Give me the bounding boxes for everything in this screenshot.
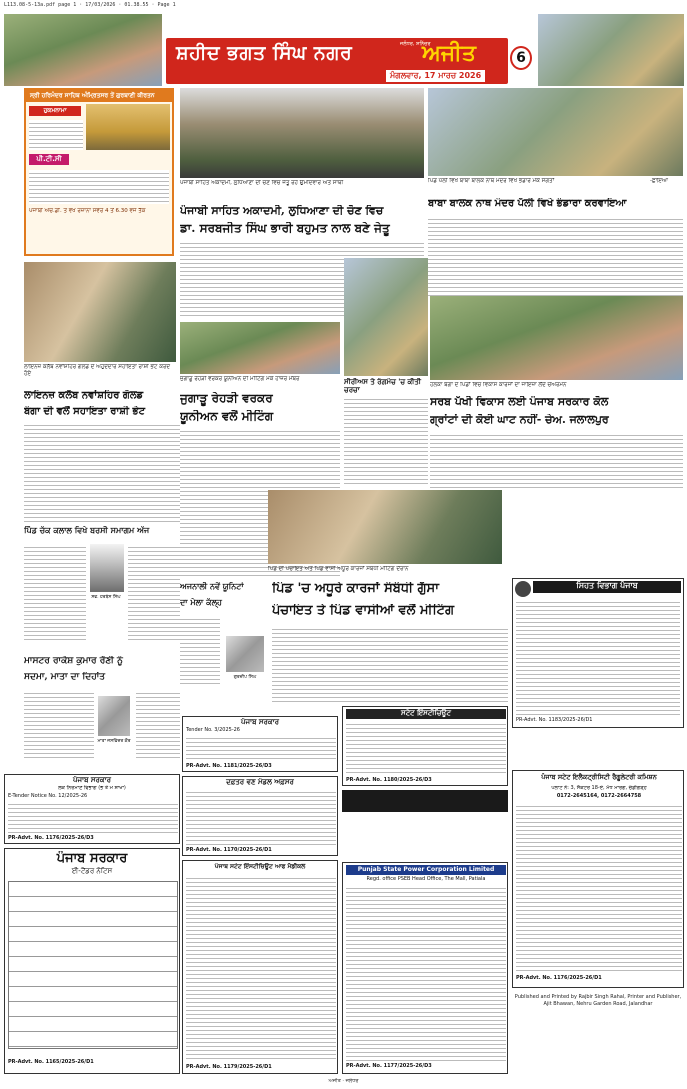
ajnali-body [180, 616, 220, 686]
punjab-sarkar-table [8, 881, 178, 1049]
hospital-footer: PR-Advt. No. 1179/2025-26/D1 [186, 1064, 272, 1070]
masthead-photo-right [538, 14, 684, 86]
jobs-ad [342, 706, 508, 786]
vikas-headline-1: ਸਰਬ ਪੱਖੀ ਵਿਕਾਸ ਲਈ ਪੰਜਾਬ ਸਰਕਾਰ ਕੋਲ [430, 396, 609, 408]
promo-badge: ਹੁਕਮਨਾਮਾ [29, 106, 81, 116]
vikas-body [430, 432, 683, 488]
lions-headline-2: ਬੰਗਾ ਦੀ ਵਲੋਂ ਸਹਾਇਤਾ ਰਾਸ਼ੀ ਭੇਟ [24, 406, 145, 417]
hospital-body [186, 875, 336, 1061]
pspcl-body [346, 885, 506, 1061]
imprint: Published and Printed by Rajbir Singh Rahal, Printer and Publisher, Ajit Bhawan, Nehru Garden Road, Jalandhar [514, 994, 682, 1007]
regulatory-ad [512, 770, 684, 988]
health-ad-logo [515, 581, 531, 597]
pspcl-sub: Regd. office PSEB Head Office, The Mall, Patiala [366, 876, 486, 882]
cinema-body [344, 396, 428, 484]
tender-left-body [8, 801, 178, 833]
promo-text-2 [29, 170, 169, 204]
regulatory-phone: 0172-2645164, 0172-2664758 [556, 793, 642, 799]
promo-title: ਸ੍ਰੀ ਹਰਿਮੰਦਰ ਸਾਹਿਬ ਅੰਮ੍ਰਿਤਸਰ ਤੋਂ ਗੁਰਬਾਣੀ ਕੀਰਤਨ [26, 90, 172, 102]
city-line: ਜਲੰਧਰ, ਸ਼ਨਿੱਚਰ [400, 41, 431, 47]
gram-photo [268, 490, 502, 564]
tender-ad-left [4, 774, 180, 844]
notice-mid-no: Tender No. 3/2025-26 [186, 727, 240, 733]
union-headline-2: ਯੂਨੀਅਨ ਵਲੋਂ ਮੀਟਿੰਗ [180, 410, 274, 423]
union-photo [180, 322, 340, 374]
baba-caption: ਪਿੰਡ ਪੱਲੀ ਵਿਖੇ ਬਾਬਾ ਬਾਲਕ ਨਾਥ ਮੰਦਰ ਵਿਖੇ ਭੰਡਾਰੇ ਮੌਕੇ ਸੰਗਤਾਂ [428, 178, 555, 184]
gram-headline-1: ਪਿੰਡ 'ਚ ਅਧੂਰੇ ਕਾਰਜਾਂ ਸੰਬੰਧੀ ਗੁੱਸਾ [272, 582, 439, 596]
regulatory-title: ਪੰਜਾਬ ਸਟੇਟ ਇਲੈਕਟ੍ਰੀਸਿਟੀ ਰੈਗੂਲੇਟਰੀ ਕਮਿਸ਼ਨ [541, 773, 657, 781]
ajnali-photo-caption: ਗੁਰਦੀਪ ਸਿੰਘ [233, 675, 257, 680]
issue-date: ਮੰਗਲਵਾਰ, 17 ਮਾਰਚ 2026 [386, 70, 485, 82]
ajnali-photo [226, 636, 264, 672]
cinema-headline: ਸੀਰੀਅਸ ਤੇ ਰੰਗਮੰਚ 'ਚ ਕੀਤੀ ਚਰਚਾ [344, 378, 421, 394]
tender-left-footer: PR-Advt. No. 1176/2025-26/D3 [8, 835, 94, 841]
sahit-caption: ਪੰਜਾਬੀ ਸਾਹਿਤ ਅਕਾਦਮੀ, ਲੁਧਿਆਣਾ ਦੀ ਚੋਣ ਵਿਚ ਜੇਤੂ ਰਹੇ ਉਮੀਦਵਾਰ ਅਤੇ ਸਾਥੀ [180, 180, 344, 186]
ajnali-headline-2: ਦਾ ਮੇਲਾ ਕੱਲ੍ਹ [180, 598, 222, 607]
edition-title: ਸ਼ਹੀਦ ਭਗਤ ਸਿੰਘ ਨਗਰ [176, 42, 353, 64]
punjab-sarkar-sub: ਈ-ਟੈਂਡਰ ਨੋਟਿਸ [71, 867, 113, 875]
promo-box [24, 88, 174, 256]
jobs-title: ਸਟੇਟ ਇੰਸਟੀਚਿਊਟ [346, 709, 506, 719]
health-ad-body [516, 599, 680, 715]
tender-left-title: ਪੰਜਾਬ ਸਰਕਾਰ [72, 776, 111, 784]
samagam-photo [90, 544, 124, 592]
health-ad [512, 578, 684, 728]
promo-text [29, 120, 83, 150]
baba-photo [428, 88, 683, 176]
punjab-sarkar-footer: PR-Advt. No. 1165/2025-26/D1 [8, 1059, 94, 1065]
union-caption: ਜੁਗਾੜੂ ਰੇਹੜੀ ਵਰਕਰ ਯੂਨੀਅਨ ਦੀ ਮੀਟਿੰਗ ਮੌਕੇ ਹਾਜ਼ਰ ਮੈਂਬਰ [180, 376, 300, 382]
regulatory-footer: PR-Advt. No. 1176/2025-26/D1 [516, 975, 602, 981]
notice-mid-body [186, 735, 336, 761]
forest-ad [182, 776, 338, 856]
gram-headline-2: ਪੰਚਾਇਤ ਤੇ ਪਿੰਡ ਵਾਸੀਆਂ ਵਲੋਂ ਮੀਟਿੰਗ [272, 604, 455, 618]
regulatory-sub: ਪਲਾਟ ਨੰ: 3, ਸੈਕਟਰ 18-ਏ, ਮੱਧ ਮਾਰਗ, ਚੰਡੀਗੜ੍ਹ [551, 785, 647, 791]
baba-credit: -ਛਾਇਆ [650, 178, 668, 184]
print-slug: L113.08-5-13a.pdf page 1 · 17/03/2026 · 01.38.55 · Page 1 [4, 2, 176, 8]
sahit-headline-2: ਡਾ. ਸਰਬਜੀਤ ਸਿੰਘ ਭਾਰੀ ਬਹੁਮਤ ਨਾਲ ਬਣੇ ਜੇਤੂ [180, 222, 390, 235]
mata-headline-2: ਸਦਮਾ, ਮਾਤਾ ਦਾ ਦਿਹਾਂਤ [24, 672, 106, 682]
baba-headline: ਬਾਬਾ ਬਾਲਕ ਨਾਥ ਮੰਦਰ ਪੱਲੀ ਵਿਖੇ ਭੰਡਾਰਾ ਕਰਵਾਇਆ [428, 198, 627, 209]
promo-note: ਪੰਜਾਬੀ ਐਚ.ਡੀ. ਤੇ ਵੇਖੋ ਰੋਜ਼ਾਨਾ ਸਵੇਰੇ 4 ਤੋਂ 6.30 ਵਜੇ ਤੱਕ [29, 208, 146, 214]
samagam-body-2 [128, 544, 180, 640]
page-number: 6 [510, 46, 532, 70]
pspcl-footer: PR-Advt. No. 1177/2025-26/D3 [346, 1063, 432, 1069]
pspcl-title: Punjab State Power Corporation Limited [346, 865, 506, 875]
notice-mid-title: ਪੰਜਾਬ ਸਰਕਾਰ [240, 718, 279, 726]
lions-headline-1: ਲਾਇਨਜ਼ ਕਲੱਬ ਨਵਾਂਸ਼ਹਿਰ ਗੋਲਡ [24, 390, 144, 401]
ajnali-headline-1: ਅਜਨਾਲੀ ਨਵੇਂ ਯੂਨਿਟਾਂ [180, 582, 244, 591]
notice-mid-ad [182, 716, 338, 772]
sahit-group-photo [180, 88, 424, 178]
union-headline-1: ਜੁਗਾੜੂ ਰੇਹੜੀ ਵਰਕਰ [180, 392, 273, 405]
forest-body [186, 789, 336, 845]
vikas-headline-2: ਗ੍ਰਾਂਟਾਂ ਦੀ ਕੋਈ ਘਾਟ ਨਹੀਂ- ਚੇਅ. ਜਲਾਲਪੁਰ [430, 414, 609, 426]
golden-temple-photo [86, 104, 170, 150]
banner-strip [342, 790, 508, 812]
gram-body [272, 626, 508, 704]
regulatory-body [516, 803, 682, 971]
samagam-body-1 [24, 544, 86, 640]
baba-body [428, 216, 683, 296]
cinema-photo [344, 258, 428, 376]
notice-mid-footer: PR-Advt. No. 1181/2025-26/D3 [186, 763, 272, 769]
health-ad-title: ਸਿਹਤ ਵਿਭਾਗ ਪੰਜਾਬ [533, 581, 681, 593]
sahit-headline-1: ਪੰਜਾਬੀ ਸਾਹਿਤ ਅਕਾਦਮੀ, ਲੁਧਿਆਣਾ ਦੀ ਚੋਣ ਵਿਚ [180, 205, 384, 217]
lions-photo [24, 262, 176, 362]
masthead [166, 38, 508, 84]
pspcl-ad [342, 862, 508, 1074]
tender-left-no: E-Tender Notice No. 12/2025-26 [8, 793, 88, 799]
jobs-footer: PR-Advt. No. 1180/2025-26/D3 [346, 777, 432, 783]
samagam-headline: ਪਿੰਡ ਚੱਕ ਕਲਾਲ ਵਿਖੇ ਬਰਸੀ ਸਮਾਗਮ ਅੱਜ [24, 526, 150, 535]
health-ad-footer: PR-Advt. No. 1183/2025-26/D1 [516, 717, 593, 723]
samagam-photo-caption: ਸਵ. ਹਰਬੰਸ ਸਿੰਘ [91, 595, 121, 600]
ptc-badge: ਪੀ.ਟੀ.ਸੀ [29, 154, 69, 165]
gram-caption: ਪਿੰਡ ਦੀ ਪੰਚਾਇਤ ਅਤੇ ਪਿੰਡ ਵਾਸੀ ਅਧੂਰੇ ਕਾਰਜਾਂ ਸਬੰਧੀ ਮੀਟਿੰਗ ਦੌਰਾਨ [268, 566, 409, 572]
hospital-ad [182, 860, 338, 1074]
jobs-body [346, 721, 506, 775]
vikas-photo [430, 296, 683, 380]
mata-body-2 [136, 690, 180, 760]
lions-caption: ਲਾਇਨਜ਼ ਕਲੱਬ ਨਵਾਂਸ਼ਹਿਰ ਗੋਲਡ ਦੇ ਅਹੁਦੇਦਾਰ ਸਹਾਇਤਾ ਰਾਸ਼ੀ ਭੇਟ ਕਰਦੇ ਹੋਏ [24, 364, 171, 377]
mata-headline-1: ਮਾਸਟਰ ਰਾਕੇਸ਼ ਕੁਮਾਰ ਰੌਣੀ ਨੂੰ [24, 656, 123, 666]
forest-title: ਦਫ਼ਤਰ ਵਣ ਮੰਡਲ ਅਫ਼ਸਰ [226, 778, 294, 786]
mata-photo [98, 696, 130, 736]
masthead-photo-left [4, 14, 162, 86]
mata-photo-caption: ਮਾਤਾ ਜਸਵਿੰਦਰ ਕੌਰ [97, 739, 131, 744]
punjab-sarkar-title: ਪੰਜਾਬ ਸਰਕਾਰ [56, 851, 128, 866]
punjab-sarkar-ad [4, 848, 180, 1074]
hospital-title: ਪੰਜਾਬ ਸਟੇਟ ਇੰਸਟੀਚਿਊਟ ਆਫ ਮੈਡੀਕਲ [214, 863, 306, 870]
paper-name: ਅਜੀਤ [422, 40, 476, 66]
page-footer: ਅਜੀਤ · ਜਲੰਧਰ [328, 1078, 359, 1084]
mata-body-1 [24, 690, 94, 760]
vikas-caption: ਹਲਕਾ ਬੰਗਾ ਦੇ ਪਿੰਡਾਂ ਵਿਚ ਵਿਕਾਸ ਕਾਰਜਾਂ ਦਾ ਜਾਇਜ਼ਾ ਲੈਂਦੇ ਚੇਅਰਮੈਨ [430, 382, 567, 388]
forest-footer: PR-Advt. No. 1170/2025-26/D1 [186, 847, 272, 853]
lions-body [24, 422, 180, 522]
tender-left-sub: ਲੋਕ ਨਿਰਮਾਣ ਵਿਭਾਗ (ਭ ਤੇ ਮ ਸ਼ਾਖਾ) [58, 785, 126, 791]
